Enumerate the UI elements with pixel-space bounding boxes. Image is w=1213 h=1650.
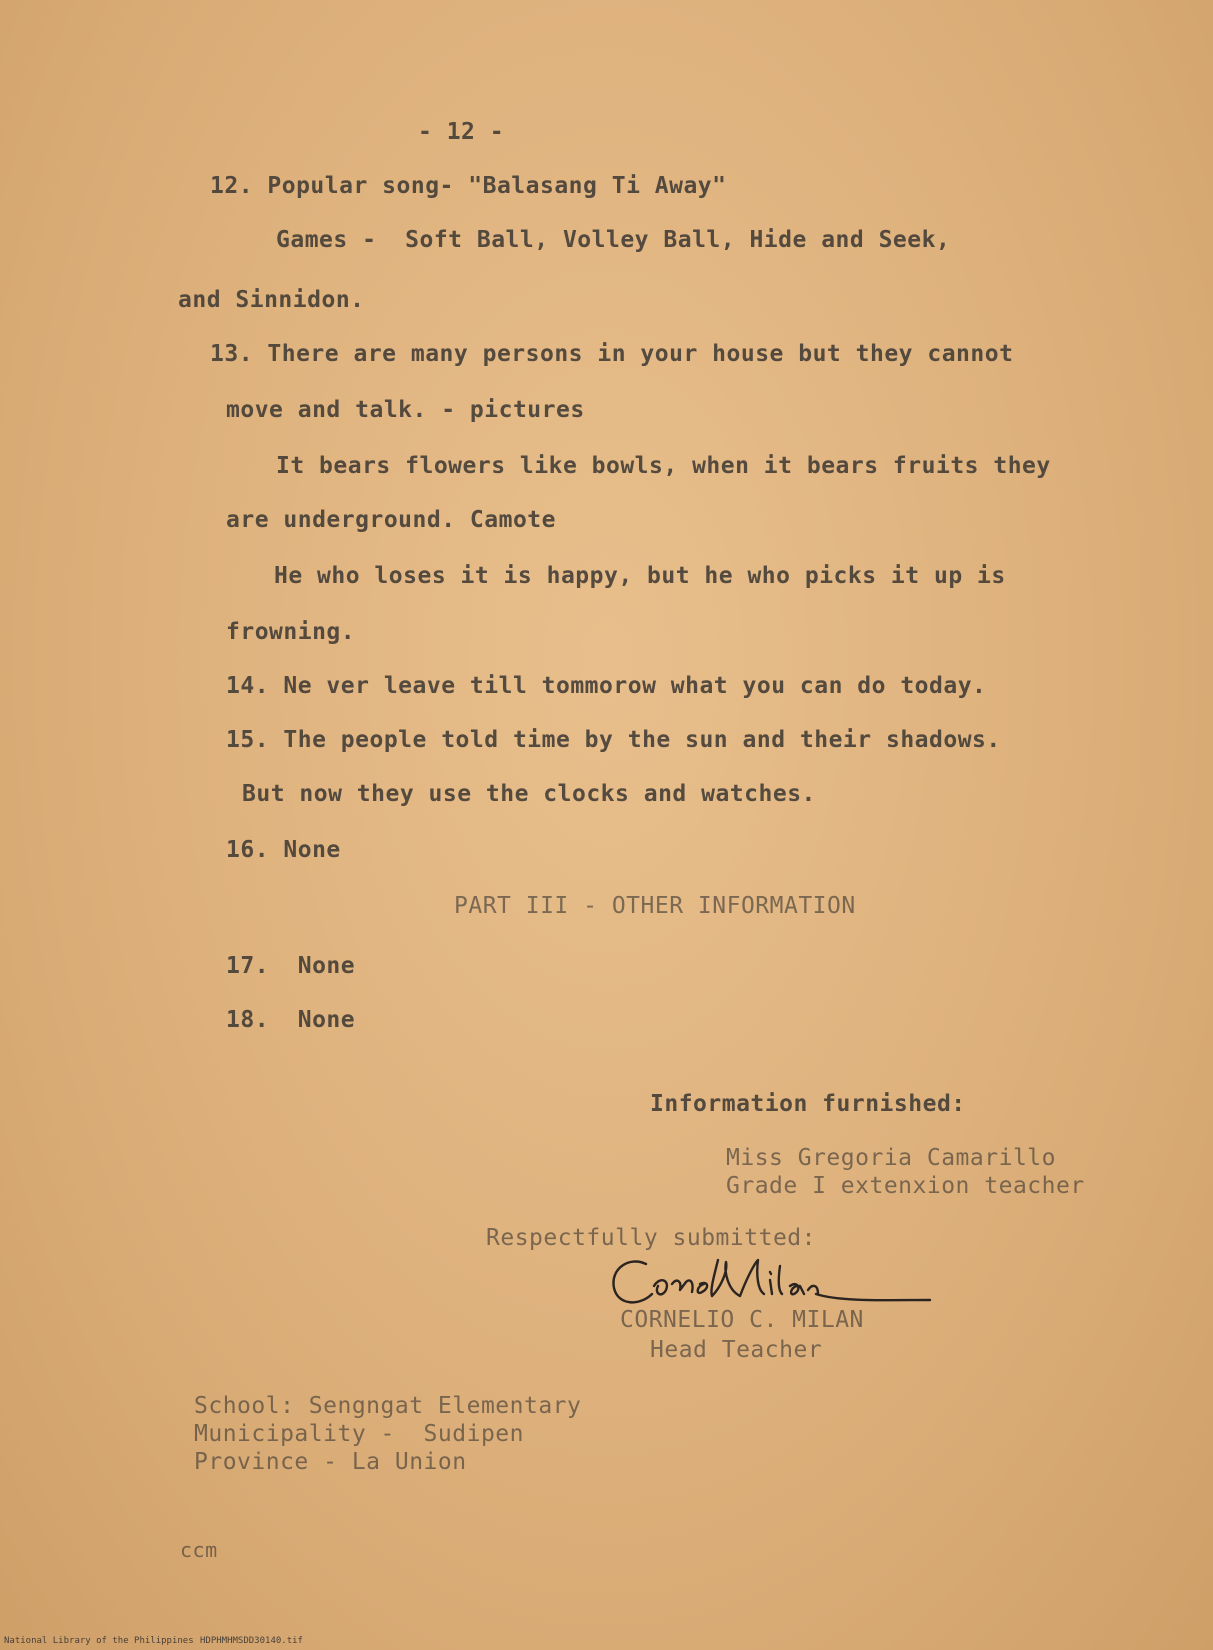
page-number: - 12 - <box>418 119 505 145</box>
item-15-line-1: 15. The people told time by the sun and their shadows. <box>226 727 1001 753</box>
informant-name: Miss Gregoria Camarillo <box>726 1145 1056 1171</box>
municipality-line: Municipality - Sudipen <box>194 1421 524 1447</box>
archive-footer-left: National Library of the Philippines <box>4 1636 194 1646</box>
item-13-line-3: It bears flowers like bowls, when it bears fruits they <box>276 453 1051 479</box>
item-13-line-1: 13. There are many persons in your house but they cannot <box>210 341 1014 367</box>
information-furnished-label: Information furnished: <box>650 1091 966 1117</box>
part-3-heading: PART III - OTHER INFORMATION <box>454 893 856 919</box>
item-16: 16. None <box>226 837 341 863</box>
item-14: 14. Ne ver leave till tommorow what you can do today. <box>226 673 987 699</box>
item-15-line-2: But now they use the clocks and watches. <box>242 781 816 807</box>
respectfully-submitted-label: Respectfully submitted: <box>486 1225 816 1251</box>
typist-initials: ccm <box>180 1538 218 1562</box>
item-17: 17. None <box>226 953 356 979</box>
archive-footer-id: HDPHMHMSDD30140.tif <box>200 1636 303 1646</box>
item-13-line-2: move and talk. - pictures <box>226 397 585 423</box>
province-line: Province - La Union <box>194 1449 467 1475</box>
item-12-line-3: and Sinnidon. <box>178 287 365 313</box>
signatory-title: Head Teacher <box>650 1337 823 1363</box>
item-13-line-4: are underground. Camote <box>226 507 556 533</box>
school-line: School: Sengngat Elementary <box>194 1393 582 1419</box>
informant-title: Grade I extenxion teacher <box>726 1173 1085 1199</box>
item-18: 18. None <box>226 1007 356 1033</box>
signatory-name: CORNELIO C. MILAN <box>620 1307 864 1333</box>
item-13-line-6: frowning. <box>226 619 356 645</box>
item-13-line-5: He who loses it is happy, but he who picks it up is <box>274 563 1006 589</box>
item-12-line-2: Games - Soft Ball, Volley Ball, Hide and Seek, <box>276 227 951 253</box>
item-12-line-1: 12. Popular song- "Balasang Ti Away" <box>210 173 727 199</box>
